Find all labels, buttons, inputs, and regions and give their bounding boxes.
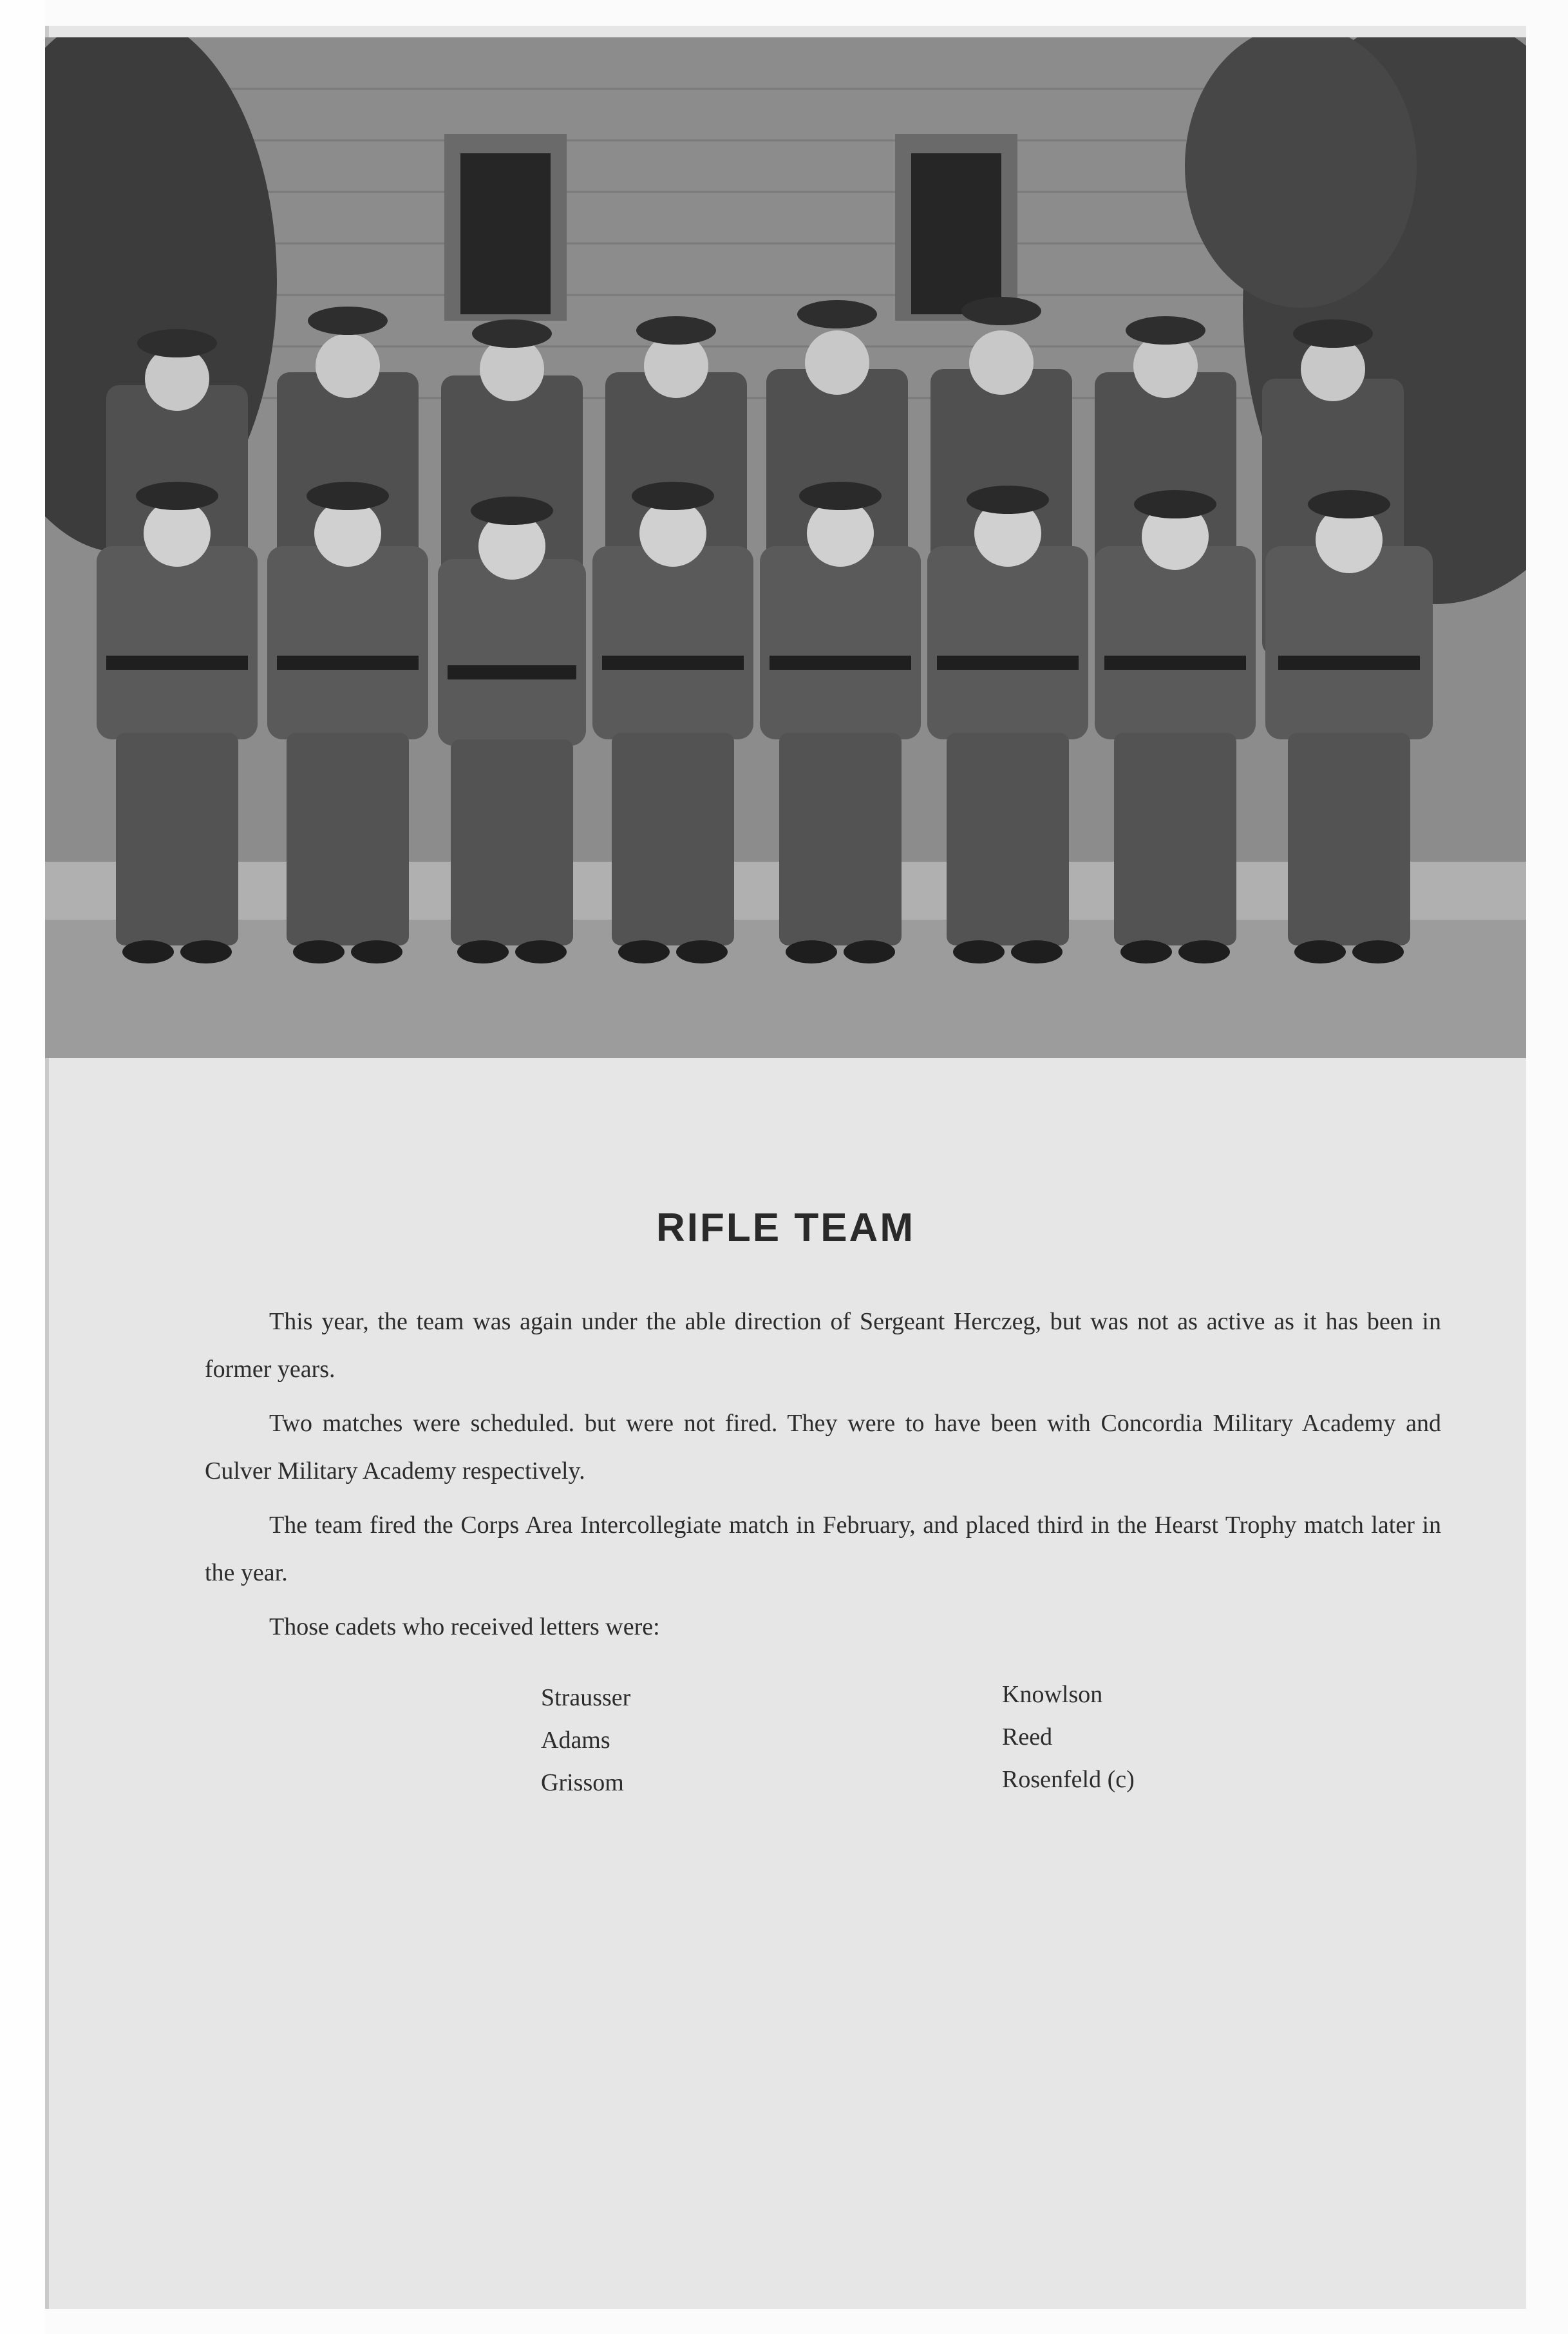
recipient-name: Strausser <box>541 1684 631 1711</box>
recipient-name: Knowlson <box>1002 1681 1103 1708</box>
article-body <box>45 1058 1526 2309</box>
letter-recipients-right-column <box>1002 1673 1135 1801</box>
paragraph-letters-intro: Those cadets who received letters were: <box>269 1613 660 1640</box>
team-photo-illustration <box>45 37 1526 1058</box>
paragraph-direction: This year, the team was again under the able direction of Sergeant Herczeg, but was not as active as it has been in former years. <box>205 1308 1441 1383</box>
team-group-photo <box>45 37 1526 1058</box>
paragraph-matches: Two matches were scheduled. but were not fired. They were to have been with Concordia Military Academy and Culver Military Academy respectively. <box>205 1410 1441 1485</box>
recipient-name: Reed <box>1002 1723 1053 1750</box>
recipient-name: Rosenfeld (c) <box>1002 1766 1135 1793</box>
paragraph-results: The team fired the Corps Area Intercollegiate match in February, and placed third in the Hearst Trophy match later in the year. <box>205 1512 1441 1586</box>
page-title: RIFLE TEAM <box>656 1206 915 1250</box>
recipient-name: Grissom <box>541 1769 624 1796</box>
recipient-name: Adams <box>541 1727 610 1754</box>
scan-margin <box>0 0 45 2334</box>
letter-recipients-left-column <box>541 1676 630 1804</box>
